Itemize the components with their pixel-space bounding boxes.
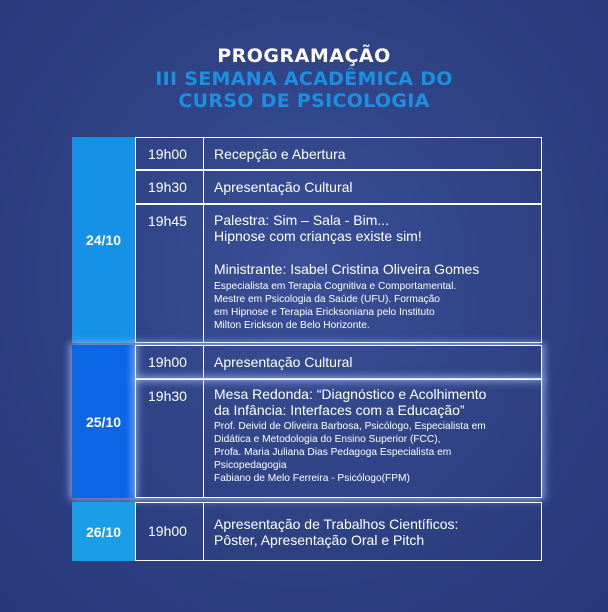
time-label: 19h30 [148,179,187,195]
schedule-row [135,137,542,170]
session-description [214,146,535,162]
schedule-row [135,379,542,498]
time-cell [136,346,204,378]
session-title-line: Hipnose com crianças existe sim! [214,228,422,244]
time-label: 19h00 [148,146,187,162]
schedule-table [72,137,542,565]
date-label: 25/10 [85,413,122,430]
session-title: Apresentação Cultural [214,179,353,195]
session-description [214,516,535,548]
session-description [214,386,535,485]
panelist-line: Profa. Maria Juliana Dias Pedagoga Especialista em [214,447,452,458]
schedule-row [135,204,542,343]
time-cell [136,205,204,342]
speaker-bio-line: Mestre em Psicologia da Saúde (UFU). Formação [214,294,440,305]
schedule-row [135,345,542,379]
session-title-line: Pôster, Apresentação Oral e Pitch [214,532,425,548]
time-cell [136,171,204,203]
time-cell [136,503,204,560]
date-cell-25-10 [72,345,135,498]
time-label: 19h30 [148,388,187,404]
session-description [214,212,535,332]
schedule-row [135,170,542,204]
date-label: 24/10 [85,232,122,248]
speaker-bio-line: em Hipnose e Terapia Ericksoniana pelo Instituto [214,307,435,318]
panelist-line: Prof. Deivid de Oliveira Barbosa, Psicólogo, Especialista em [214,421,486,432]
session-description [214,354,535,370]
date-cell-24-10 [72,137,135,343]
time-label: 19h45 [148,213,187,229]
panelist-line: Didática e Metodologia do Ensino Superior (FCC), [214,434,441,445]
time-label: 19h00 [148,523,187,539]
speaker-bio-line: Milton Erickson de Belo Horizonte. [214,320,370,331]
session-title-line: Mesa Redonda: “Diagnóstico e Acolhimento [214,386,487,402]
schedule-row [135,502,542,561]
date-label: 26/10 [85,523,122,540]
session-title-line: Apresentação de Trabalhos Científicos: [214,516,459,532]
subtitle-line-2: CURSO DE PSICOLOGIA [178,90,430,112]
subtitle-line-1: III SEMANA ACADÊMICA DO [155,68,453,90]
time-label: 19h00 [148,354,187,370]
panelist-line: Fabiano de Melo Ferreira - Psicólogo(FPM) [214,473,410,484]
session-title: Apresentação Cultural [214,354,353,370]
session-title: Recepção e Abertura [214,146,346,162]
session-title-line: da Infância: Interfaces com a Educação” [214,402,465,418]
speaker-name: Ministrante: Isabel Cristina Oliveira Gomes [214,261,480,277]
speaker-bio-line: Especialista em Terapia Cognitiva e Comportamental. [214,281,457,292]
session-title-line: Palestra: Sim – Sala - Bim... [214,212,390,228]
page-title: PROGRAMAÇÃO [217,45,391,67]
date-cell-26-10 [72,502,135,561]
panelist-line: Psicopedagogia [214,460,287,471]
session-description [214,179,535,195]
time-cell [136,138,204,169]
time-cell [136,380,204,497]
page-header [0,44,608,112]
